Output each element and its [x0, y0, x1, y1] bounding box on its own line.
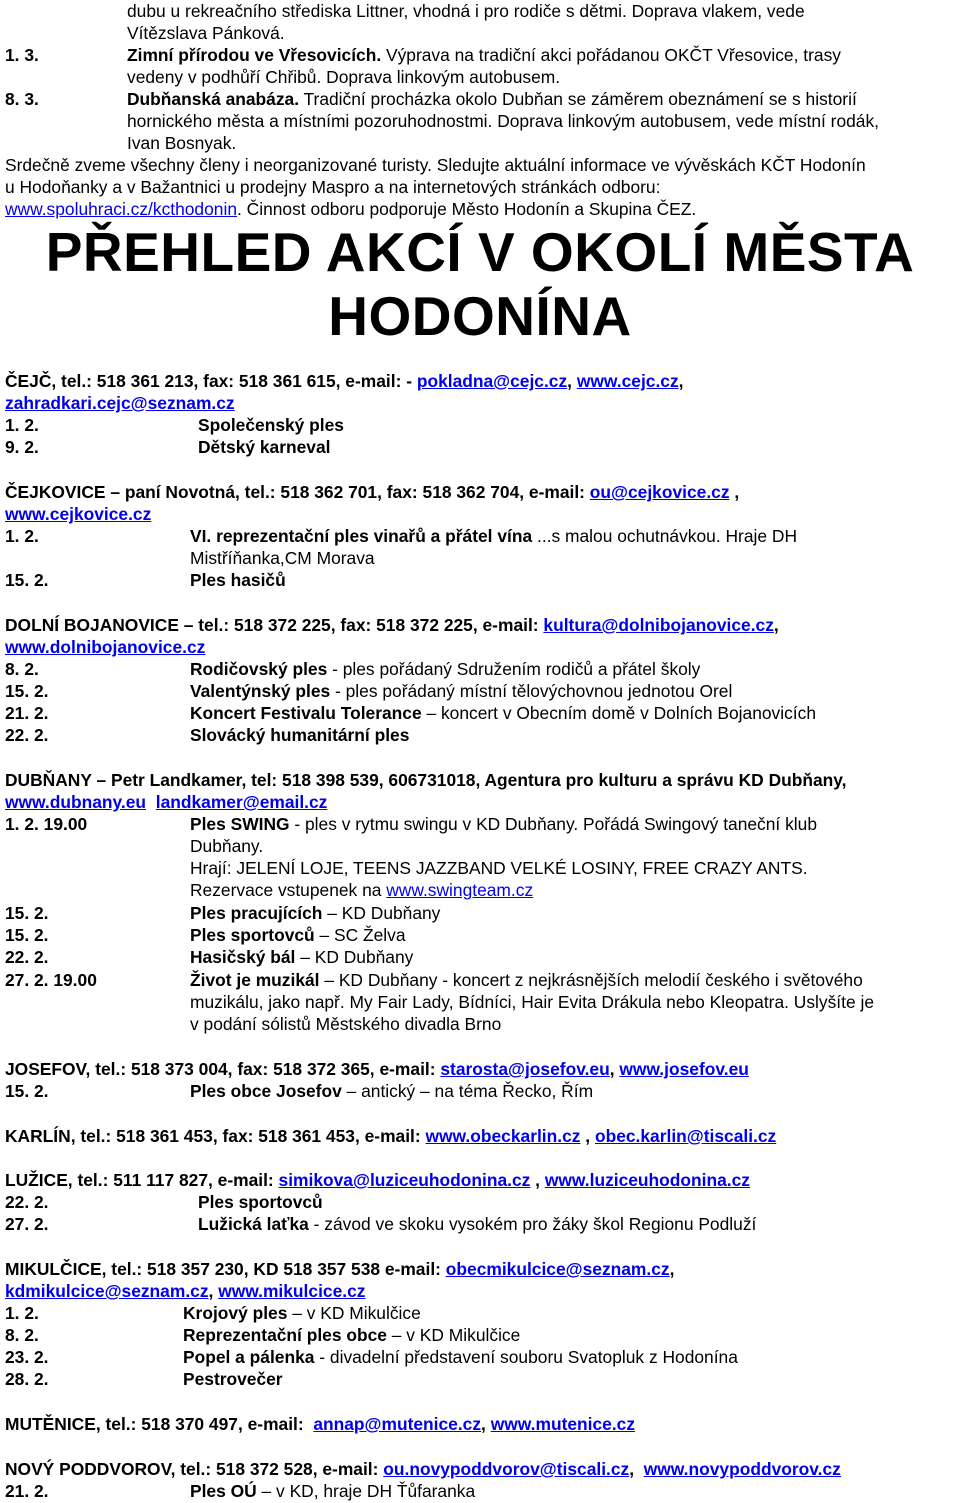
event-line — [190, 813, 817, 835]
event-desc: Ivan Bosnyak. — [127, 133, 237, 153]
email-link[interactable]: annap@mutenice.cz — [313, 1414, 482, 1434]
email-link[interactable]: kdmikulcice@seznam.cz — [5, 1281, 209, 1301]
links-line — [5, 791, 327, 813]
section-heading-cejc — [5, 370, 684, 392]
event-name: Pestrovečer — [183, 1369, 283, 1389]
heading-text: JOSEFOV, tel.: 518 373 004, fax: 518 372 365, e-mail: — [5, 1059, 441, 1079]
event-desc: - ples v rytmu swingu v KD Dubňany. Pořádá Swingový taneční klub — [289, 814, 817, 834]
event-line — [183, 1346, 738, 1368]
event-date: 15. 2. — [5, 925, 49, 945]
event-name: Hasičský bál — [190, 947, 296, 967]
event-desc: – antický – na téma Řecko, Řím — [341, 1081, 594, 1101]
event-name: VI. reprezentační ples vinařů a přátel vína — [190, 526, 533, 546]
event-desc: – KD Dubňany — [322, 903, 441, 923]
web-link[interactable]: www.cejc.cz — [576, 371, 679, 391]
email-line — [5, 392, 235, 414]
event-desc: – v KD Mikulčice — [287, 1303, 421, 1323]
event-line — [190, 1480, 475, 1502]
heading-text: KARLÍN, tel.: 518 361 453, fax: 518 361 453, e-mail: — [5, 1126, 426, 1146]
web-link[interactable]: www.luziceuhodonina.cz — [544, 1170, 750, 1190]
email-link[interactable]: simikova@luziceuhodonina.cz — [278, 1170, 531, 1190]
club-link[interactable]: www.spoluhraci.cz/kcthodonin — [5, 199, 237, 219]
heading-text: ČEJČ, tel.: 518 361 213, fax: 518 361 615, e-mail: - — [5, 371, 417, 391]
event-desc: Mistříňanka,CM Morava — [190, 548, 375, 568]
reservation-text: Rezervace vstupenek na — [190, 880, 387, 900]
separator: , — [629, 1459, 644, 1479]
web-line — [5, 636, 205, 658]
web-link[interactable]: www.novypoddvorov.cz — [643, 1459, 841, 1479]
intro-line: Vítězslava Pánková. — [127, 23, 285, 43]
event-date: 1. 2. — [5, 526, 39, 546]
event-date: 22. 2. — [5, 1192, 49, 1212]
event-name: Ples sportovců — [198, 1192, 323, 1212]
support-text: . Činnost odboru podporuje Město Hodonín a Skupina ČEZ. — [237, 199, 697, 219]
page-title: PŘEHLED AKCÍ V OKOLÍ MĚSTA — [45, 221, 915, 283]
separator: , — [678, 371, 684, 391]
event-date: 8. 2. — [5, 659, 39, 679]
event-name: Ples OÚ — [190, 1481, 257, 1501]
event-date: 15. 2. — [5, 570, 49, 590]
web-link[interactable]: www.josefov.eu — [619, 1059, 749, 1079]
web-link[interactable]: www.obeckarlin.cz — [425, 1126, 581, 1146]
event-date: 22. 2. — [5, 725, 49, 745]
event-name: Ples hasičů — [190, 570, 286, 590]
event-name: Koncert Festivalu Tolerance — [190, 703, 422, 723]
event-date: 1. 2. — [5, 415, 39, 435]
event-line — [198, 1213, 756, 1235]
event-desc: – koncert v Obecním domě v Dolních Bojanovicích — [421, 703, 816, 723]
heading-text: NOVÝ PODDVOROV, tel.: 518 372 528, e-mail: — [5, 1459, 384, 1479]
email-link[interactable]: obec.karlin@tiscali.cz — [594, 1126, 777, 1146]
section-heading-dubnany: DUBŇANY – Petr Landkamer, tel: 518 398 539, 606731018, Agentura pro kulturu a správu KD Dubňany, — [5, 770, 847, 790]
event-desc: - ples pořádaný místní tělovýchovnou jednotou Orel — [330, 681, 733, 701]
event-desc: - divadelní představení souboru Svatopluk z Hodonína — [314, 1347, 738, 1367]
event-line — [190, 946, 413, 968]
follow-line: u Hodoňanky a v Bažantnici u prodejny Maspro a na internetových stránkách odboru: — [5, 177, 661, 197]
separator: , — [729, 482, 740, 502]
event-desc: Výprava na tradiční akci pořádanou OKČT Vřesovice, trasy — [381, 45, 841, 65]
heading-text: MIKULČICE, tel.: 518 357 230, KD 518 357 538 e-mail: — [5, 1259, 446, 1279]
section-heading-josefov — [5, 1058, 749, 1080]
event-desc: Dubňany. — [190, 836, 264, 856]
event-name: Slovácký humanitární ples — [190, 725, 410, 745]
separator: , — [208, 1281, 219, 1301]
event-name: Dětský karneval — [198, 437, 331, 457]
event-name: Lužická laťka — [198, 1214, 309, 1234]
intro-line: dubu u rekreačního střediska Littner, vhodná i pro rodiče s dětmi. Doprava vlakem, vede — [127, 1, 805, 21]
event-name: Společenský ples — [198, 415, 344, 435]
support-line — [5, 198, 696, 220]
section-heading-mutenice — [5, 1413, 635, 1435]
event-name: Zimní přírodou ve Vřesovicích. — [127, 45, 382, 65]
section-heading-cejkovice — [5, 481, 739, 503]
section-heading-bojanovice — [5, 614, 779, 636]
event-date: 9. 2. — [5, 437, 39, 457]
event-date: 1. 2. 19.00 — [5, 814, 88, 834]
event-name: Ples sportovců — [190, 925, 315, 945]
event-date: 23. 2. — [5, 1347, 49, 1367]
links-line — [5, 1280, 365, 1302]
email-link[interactable]: ou.novypoddvorov@tiscali.cz — [383, 1459, 630, 1479]
separator: , — [669, 1259, 675, 1279]
heading-text: MUTĚNICE, tel.: 518 370 497, e-mail: — [5, 1414, 314, 1434]
event-date: 15. 2. — [5, 903, 49, 923]
event-date: 22. 2. — [5, 947, 49, 967]
invite-line — [5, 154, 866, 176]
event-name: Ples obce Josefov — [190, 1081, 342, 1101]
event-desc: Tradiční procházka okolo Dubňan se záměrem obeznámení se s historií — [299, 89, 857, 109]
event-desc: – KD Dubňany — [295, 947, 414, 967]
web-link[interactable]: www.dubnany.eu — [5, 792, 147, 812]
event-name: Život je muzikál — [190, 970, 320, 990]
event-line — [183, 1324, 520, 1346]
event-name: Rodičovský ples — [190, 659, 328, 679]
event-desc: – SC Želva — [314, 925, 406, 945]
web-link[interactable]: www.swingteam.cz — [386, 880, 534, 900]
email-link[interactable]: zahradkari.cejc@seznam.cz — [5, 393, 235, 413]
event-line — [127, 44, 841, 66]
event-date: 1. 3. — [5, 45, 39, 65]
event-line — [190, 1080, 593, 1102]
email-link[interactable]: ou@cejkovice.cz — [589, 482, 730, 502]
event-desc: vedeny v podhůří Chřibů. Doprava linkovým autobusem. — [127, 67, 561, 87]
event-line — [127, 88, 857, 110]
web-link[interactable]: www.mikulcice.cz — [218, 1281, 366, 1301]
event-line — [183, 1302, 421, 1324]
event-date: 27. 2. 19.00 — [5, 970, 97, 990]
separator: , — [530, 1170, 545, 1190]
section-heading-podvorov — [5, 1458, 841, 1480]
event-desc: - závod ve skoku vysokém pro žáky škol Regionu Podluží — [308, 1214, 757, 1234]
event-name: Popel a pálenka — [183, 1347, 315, 1367]
section-heading-luzice — [5, 1169, 750, 1191]
invite-text: Srdečně zveme všechny členy i neorganizované turisty. — [5, 155, 432, 175]
email-link[interactable]: pokladna@cejc.cz — [416, 371, 568, 391]
event-date: 27. 2. — [5, 1214, 49, 1234]
event-desc: Hrají: JELENÍ LOJE, TEENS JAZZBAND VELKÉ LOSINY, FREE CRAZY ANTS. — [190, 858, 808, 878]
heading-text: DOLNÍ BOJANOVICE – tel.: 518 372 225, fax: 518 372 225, e-mail: — [5, 615, 544, 635]
event-desc: v podání sólistů Městského divadla Brno — [190, 1014, 502, 1034]
web-link[interactable]: www.mutenice.cz — [490, 1414, 636, 1434]
separator: , — [773, 615, 779, 635]
event-desc: - ples pořádaný Sdružením rodičů a přátel školy — [327, 659, 701, 679]
email-link[interactable]: obecmikulcice@seznam.cz — [445, 1259, 670, 1279]
email-link[interactable]: kultura@dolnibojanovice.cz — [543, 615, 774, 635]
event-date: 8. 3. — [5, 89, 39, 109]
heading-text: ČEJKOVICE – paní Novotná, tel.: 518 362 701, fax: 518 362 704, e-mail: — [5, 482, 590, 502]
web-link[interactable]: www.cejkovice.cz — [5, 504, 152, 524]
event-date: 15. 2. — [5, 681, 49, 701]
event-line — [190, 702, 816, 724]
section-heading-mikulcice — [5, 1258, 674, 1280]
event-desc: – v KD, hraje DH Ťůfaranka — [256, 1481, 476, 1501]
event-name: Valentýnský ples — [190, 681, 331, 701]
event-date: 21. 2. — [5, 1481, 49, 1501]
event-line — [190, 902, 440, 924]
event-desc: muzikálu, jako např. My Fair Lady, Bídníci, Hair Evita Drákula nebo Kleopatra. Uslyšíte je — [190, 992, 874, 1012]
heading-text: LUŽICE, tel.: 511 117 827, e-mail: — [5, 1170, 279, 1190]
web-link[interactable]: www.dolnibojanovice.cz — [5, 637, 206, 657]
event-name: Ples pracujících — [190, 903, 323, 923]
email-link[interactable]: starosta@josefov.eu — [440, 1059, 610, 1079]
event-name: Reprezentační ples obce — [183, 1325, 387, 1345]
event-desc: – KD Dubňany - koncert z nejkrásnějších melodií českého i světového — [319, 970, 863, 990]
event-date: 1. 2. — [5, 1303, 39, 1323]
email-link[interactable]: landkamer@email.cz — [155, 792, 328, 812]
event-line — [190, 658, 700, 680]
event-line — [190, 680, 732, 702]
event-line — [190, 924, 406, 946]
separator: , — [567, 371, 577, 391]
event-desc: ...s malou ochutnávkou. Hraje DH — [532, 526, 797, 546]
event-date: 8. 2. — [5, 1325, 39, 1345]
event-date: 15. 2. — [5, 1081, 49, 1101]
follow-text: Sledujte aktuální informace ve vývěskách KČT Hodonín — [431, 155, 866, 175]
event-desc: hornického města a místními pozoruhodnostmi. Doprava linkovým autobusem, vede místní rodák, — [127, 111, 880, 131]
event-date: 21. 2. — [5, 703, 49, 723]
page-title-line2: HODONÍNA — [328, 285, 632, 347]
section-heading-karlin — [5, 1125, 776, 1147]
event-date: 28. 2. — [5, 1369, 49, 1389]
separator: , — [580, 1126, 595, 1146]
separator: , — [609, 1059, 620, 1079]
separator: , — [481, 1414, 491, 1434]
event-name: Ples SWING — [190, 814, 290, 834]
event-desc: – v KD Mikulčice — [386, 1325, 521, 1345]
event-line — [190, 969, 863, 991]
event-name: Krojový ples — [183, 1303, 288, 1323]
web-line — [5, 503, 151, 525]
event-desc — [190, 879, 533, 901]
event-line — [190, 525, 797, 547]
event-name: Dubňanská anabáza. — [127, 89, 300, 109]
